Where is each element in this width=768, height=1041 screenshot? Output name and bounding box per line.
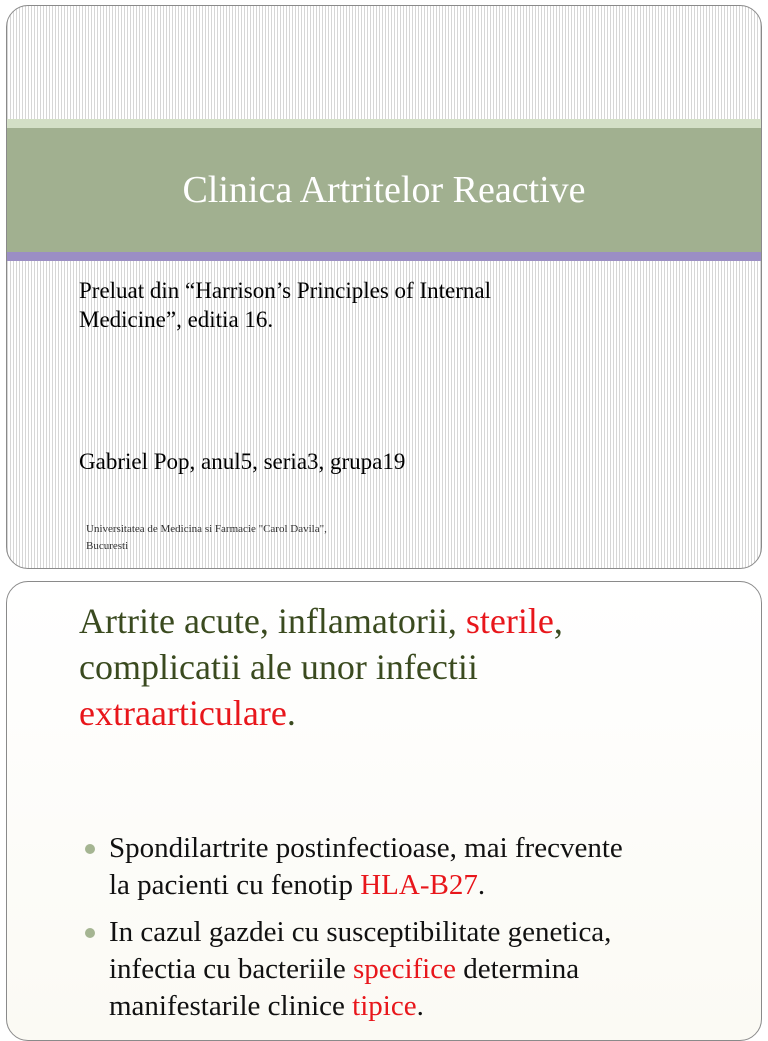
bullet-text: manifestarile clinice: [109, 990, 353, 1022]
title-slide: [6, 5, 762, 569]
bullet-emphasis-tipice: tipice: [352, 990, 417, 1022]
subtitle-line-1: Preluat din “Harrison’s Principles of Internal: [79, 278, 491, 303]
bullet-text: .: [477, 869, 486, 901]
bullet-text: Spondilartrite postinfectioase, mai frecvente: [109, 832, 623, 864]
bullet-emphasis-specifice: specifice: [352, 953, 456, 985]
bullet-item: [79, 830, 739, 904]
subtitle-line-2: Medicine”, editia 16.: [79, 307, 274, 332]
lead-text: ,: [553, 601, 563, 641]
bullet-dot-icon: [85, 844, 95, 854]
bullet-text: la pacienti cu fenotip: [109, 869, 361, 901]
lead-text: Artrite acute, inflamatorii,: [79, 601, 466, 641]
bullet-list: [79, 830, 739, 1035]
title-band-top-stripe: [7, 119, 761, 128]
lead-emphasis-extraarticulare: extraarticulare: [79, 693, 287, 733]
bullet-emphasis-hla-b27: HLA-B27: [360, 869, 478, 901]
slide-title: Clinica Artritelor Reactive: [182, 169, 586, 211]
title-band: [7, 128, 761, 252]
bullet-text: determina: [455, 953, 580, 985]
lead-text: complicatii ale unor infectii: [79, 647, 478, 687]
author-line: Gabriel Pop, anul5, seria3, grupa19: [79, 449, 406, 474]
university-line-1: Universitatea de Medicina si Farmacie "Carol Davila",: [86, 523, 327, 535]
subtitle: [79, 276, 599, 334]
university-footer: [86, 521, 327, 555]
bullet-text: infectia cu bacteriile: [109, 953, 353, 985]
bullet-dot-icon: [85, 928, 95, 938]
bullet-item: [79, 914, 739, 1025]
lead-paragraph: [79, 598, 719, 736]
lead-text: .: [286, 693, 296, 733]
title-band-bottom-stripe: [7, 252, 761, 261]
lead-emphasis-sterile: sterile: [465, 601, 554, 641]
content-slide: [6, 581, 762, 1041]
bullet-text: In cazul gazdei cu susceptibilitate genetica,: [109, 916, 612, 948]
university-line-2: Bucuresti: [86, 540, 129, 552]
bullet-text: .: [416, 990, 424, 1022]
